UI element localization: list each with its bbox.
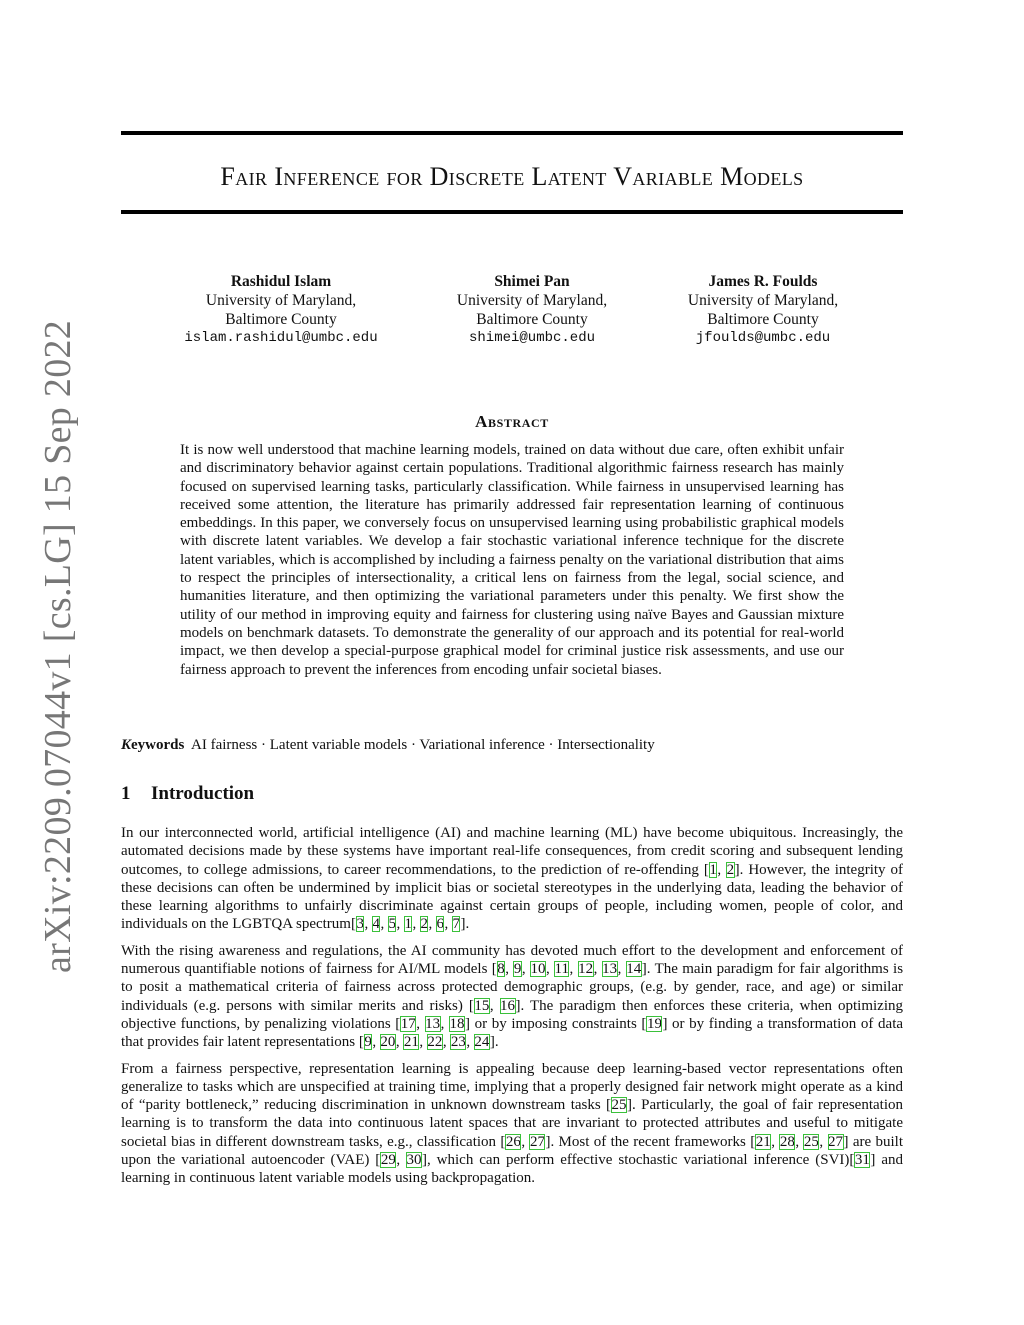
- citation-link[interactable]: 27: [828, 1133, 843, 1150]
- author-name: Shimei Pan: [494, 273, 570, 290]
- citation-link[interactable]: 18: [449, 1015, 465, 1032]
- abstract-text: It is now well understood that machine learning models, trained on data without due care, often exhibit unfair and discriminatory behavior against certain populations. Traditional algorithmic fairness research has mainly focused on supervised learning tasks, particularly classification. While fairness in unsupervised learning has received some attention, the literature has primarily addressed fair representation learning of continuous embeddings. In this paper, we conversely focus on unsupervised learning using probabilistic graphical models with discrete latent variables. We develop a fair stochastic variational inference technique for the discrete latent variables, which is accomplished by including a fairness penalty on the variational distribution that aims to respect the principles of intersectionality, a critical lens on fairness from the legal, social science, and humanities literature, and then optimizing the variational parameters under this penalty. We first show the utility of our method in improving equity and fairness for clustering using naïve Bayes and Gaussian mixture models on benchmark datasets. To demonstrate the generality of our approach and its potential for real-world impact, we then develop a special-purpose graphical model for criminal justice risk assessments, and use our fairness approach to prevent the inferences from encoding unfair societal biases.: [180, 442, 844, 678]
- text-run: ,: [412, 916, 420, 933]
- text-run: ,: [372, 1034, 380, 1051]
- citation-link[interactable]: 26: [505, 1133, 521, 1150]
- text-run: From a fairness perspective, representation learning is appealing because deep learning-based vector representations often generalize to tasks which are unspecified at training time, implying that a properly designed fair network might operate as a kind of “parity bottleneck,” reducing discrimination in unknown downstream tasks [: [121, 1060, 903, 1114]
- text-run: ]. However, the integrity of these decisions can often be undermined by implicit bias or societal stereotypes in the underlying data, leading the behavior of these learning algorithms to unfairly discriminate against certain groups of people, including women, people of color, and individuals on the LGBTQA spectrum[: [121, 861, 904, 933]
- author-affiliation-line2: Baltimore County: [476, 311, 588, 328]
- citation-link[interactable]: 29: [380, 1152, 396, 1169]
- citation-link[interactable]: 28: [779, 1133, 795, 1150]
- text-run: ,: [717, 861, 727, 878]
- keywords-label-initial: K: [121, 737, 132, 753]
- text-run: ,: [466, 1034, 474, 1051]
- paragraph-1: [121, 824, 903, 934]
- citation-link[interactable]: 15: [474, 997, 490, 1014]
- text-run: ].: [460, 916, 470, 933]
- text-run: ,: [419, 1034, 427, 1051]
- text-run: ,: [442, 1034, 451, 1051]
- text-run: ,: [521, 1133, 530, 1150]
- text-run: ]. Particularly, the goal of fair representation learning is to transform the data into continuous latent spaces that are invariant to protected attributes and useful to mitigate societal bias in different downstream tasks, e.g., classification [: [121, 1097, 903, 1150]
- citation-link[interactable]: 10: [530, 961, 546, 978]
- citation-link[interactable]: 17: [400, 1015, 416, 1032]
- citation-link[interactable]: 27: [529, 1133, 545, 1150]
- author-affiliation-line2: Baltimore County: [707, 311, 819, 328]
- citation-link[interactable]: 31: [854, 1152, 870, 1169]
- citation-link[interactable]: 1: [404, 916, 412, 933]
- text-run: ,: [521, 961, 530, 978]
- keywords-label: [121, 737, 184, 753]
- text-run: ,: [489, 997, 500, 1014]
- author-block-1: [161, 272, 401, 348]
- citation-link[interactable]: 8: [497, 961, 505, 978]
- citation-link[interactable]: 24: [474, 1034, 490, 1051]
- author-email[interactable]: jfoulds@umbc.edu: [695, 330, 831, 346]
- author-email[interactable]: shimei@umbc.edu: [468, 330, 596, 346]
- author-block-2: [412, 272, 652, 348]
- author-affiliation: University of Maryland,: [205, 292, 357, 309]
- section-number: 1: [121, 783, 131, 804]
- text-run: ] or by finding a transformation of data that provides fair latent representations [: [121, 1015, 904, 1051]
- keywords-line: [121, 736, 903, 754]
- text-run: ]. The paradigm then enforces these criteria, when optimizing objective functions, by penalizing violations [: [121, 997, 903, 1032]
- title-rule-bottom: [121, 210, 903, 214]
- abstract-heading: Abstract: [475, 412, 549, 431]
- text-run: ,: [444, 916, 452, 933]
- citation-link[interactable]: 21: [755, 1133, 771, 1150]
- citation-link[interactable]: 16: [500, 997, 516, 1014]
- citation-link[interactable]: 1: [709, 861, 717, 878]
- text-run: ,: [771, 1133, 780, 1150]
- citation-link[interactable]: 20: [380, 1034, 396, 1051]
- section-title: Introduction: [151, 783, 255, 804]
- text-run: ,: [416, 1015, 425, 1032]
- text-run: ] are built upon the variational autoencoder (VAE) [: [121, 1133, 903, 1169]
- citation-link[interactable]: 4: [372, 916, 380, 933]
- text-run: ,: [617, 961, 626, 978]
- text-run: ,: [569, 961, 578, 978]
- citation-link[interactable]: 21: [403, 1034, 419, 1051]
- text-run: ] and learning in continuous latent variable models using backpropagation.: [121, 1152, 904, 1187]
- citation-link[interactable]: 30: [406, 1152, 422, 1169]
- author-name: James R. Foulds: [708, 273, 818, 290]
- citation-link[interactable]: 22: [427, 1034, 443, 1051]
- author-email[interactable]: islam.rashidul@umbc.edu: [184, 330, 378, 346]
- paragraph-2: [121, 942, 903, 1052]
- text-run: ,: [819, 1133, 828, 1150]
- text-run: ], which can perform effective stochastic variational inference (SVI)[: [422, 1152, 855, 1169]
- citation-link[interactable]: 13: [425, 1015, 441, 1032]
- citation-link[interactable]: 2: [726, 861, 735, 878]
- citation-link[interactable]: 13: [602, 961, 618, 978]
- text-run: ,: [795, 1133, 804, 1150]
- text-run: ,: [396, 916, 404, 933]
- text-run: ,: [505, 961, 514, 978]
- citation-link[interactable]: 23: [450, 1034, 466, 1051]
- text-run: With the rising awareness and regulations, the AI community has devoted much effort to the development and enforcement of numerous quantifiable notions of fairness for AI/ML models [: [121, 942, 903, 978]
- section-heading: [121, 783, 254, 805]
- keywords-text: AI fairness · Latent variable models · Variational inference · Intersectionality: [191, 737, 655, 753]
- author-affiliation: University of Maryland,: [687, 292, 839, 309]
- text-run: ,: [593, 961, 602, 978]
- text-run: ]. Most of the recent frameworks [: [545, 1133, 756, 1150]
- citation-link[interactable]: 25: [803, 1133, 819, 1150]
- citation-link[interactable]: 9: [364, 1034, 372, 1051]
- text-run: ,: [364, 916, 372, 933]
- citation-link[interactable]: 3: [356, 916, 364, 933]
- text-run: ,: [396, 1152, 406, 1169]
- keywords-label-rest: eywords: [131, 737, 185, 753]
- text-run: ]. The main paradigm for fair algorithms is to posit a mathematical criteria of fairness across protected demographic groups, (e.g. by gender, race, and age) or similar individuals (e.g. persons with similar merits and risks) [: [121, 961, 904, 1014]
- author-affiliation-line2: Baltimore County: [225, 311, 337, 328]
- title-rule-top: [121, 131, 903, 135]
- paragraph-3: [121, 1060, 903, 1188]
- text-run: ].: [489, 1034, 499, 1051]
- text-run: ,: [440, 1015, 450, 1032]
- citation-link[interactable]: 12: [578, 961, 594, 978]
- paper-title: Fair Inference for Discrete Latent Variable Models: [220, 162, 804, 191]
- author-affiliation: University of Maryland,: [456, 292, 608, 309]
- text-run: ,: [545, 961, 555, 978]
- text-run: In our interconnected world, artificial intelligence (AI) and machine learning (ML) have become ubiquitous. Increasingly, the automated decisions made by these systems have important real-life consequences, from credit scoring and subsequent lending outcomes, to college admissions, to career recommendations, to the prediction of re-offending [: [121, 825, 903, 878]
- section-body: [121, 824, 903, 1196]
- text-run: ,: [380, 916, 388, 933]
- citation-link[interactable]: 5: [388, 916, 396, 933]
- arxiv-sidebar-stamp: arXiv:2209.07044v1 [cs.LG] 15 Sep 2022: [37, 319, 79, 973]
- citation-link[interactable]: 25: [611, 1097, 627, 1114]
- citation-link[interactable]: 11: [554, 961, 569, 978]
- citation-link[interactable]: 19: [646, 1015, 662, 1032]
- author-name: Rashidul Islam: [230, 273, 332, 290]
- citation-link[interactable]: 6: [436, 916, 444, 933]
- text-run: ,: [428, 916, 436, 933]
- citation-link[interactable]: 2: [420, 916, 428, 933]
- text-run: ,: [395, 1034, 404, 1051]
- citation-link[interactable]: 9: [513, 961, 522, 978]
- text-run: ] or by imposing constraints [: [465, 1015, 647, 1032]
- author-block-3: [643, 272, 883, 348]
- citation-link[interactable]: 7: [452, 916, 460, 933]
- citation-link[interactable]: 14: [626, 961, 642, 978]
